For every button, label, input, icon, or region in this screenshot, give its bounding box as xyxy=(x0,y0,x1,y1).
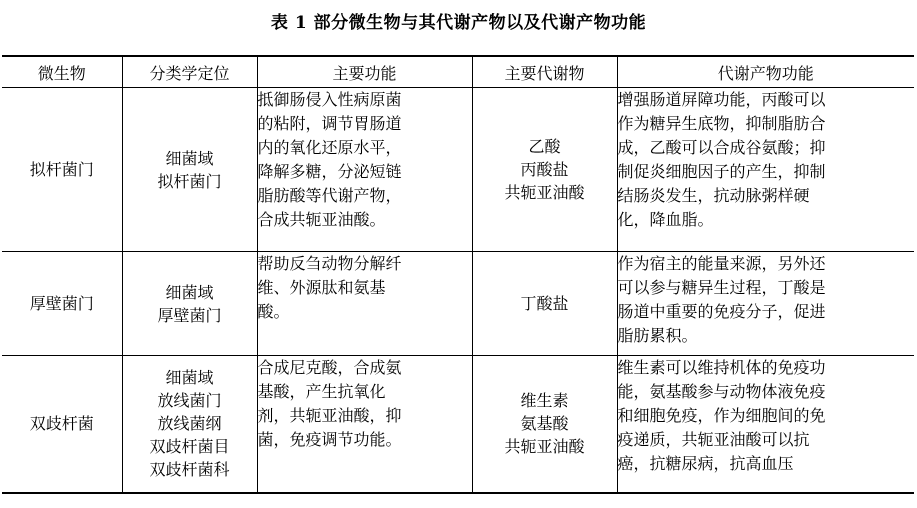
cell-main-function xyxy=(257,88,472,252)
function-line: 菌，免疫调节功能。 xyxy=(257,430,402,449)
function-line: 合成共轭亚油酸。 xyxy=(257,210,386,229)
metabolite-line: 氨基酸 xyxy=(520,414,569,434)
cell-taxonomy xyxy=(122,356,257,493)
metabolite-line: 丙酸盐 xyxy=(520,160,569,179)
function-line: 的粘附，调节胃肠道 xyxy=(257,114,402,133)
table-header-row xyxy=(2,56,914,88)
metabolite-function-line: 维生素可以维持机体的免疫功 xyxy=(617,358,826,377)
cell-main-function xyxy=(257,252,472,356)
header-metabolite-function: 代谢产物功能 xyxy=(617,56,914,88)
metabolite-function-line: 和细胞免疫，作为细胞间的免 xyxy=(617,406,826,425)
metabolite-function-line: 肠道中重要的免疫分子，促进 xyxy=(617,302,826,321)
function-line: 维、外源肽和氨基 xyxy=(257,278,386,297)
metabolite-line: 共轭亚油酸 xyxy=(504,437,585,457)
cell-metabolites xyxy=(472,356,617,493)
taxonomy-line: 拟杆菌门 xyxy=(157,171,222,191)
metabolite-function-line: 化，降血脂。 xyxy=(617,210,714,229)
cell-organism: 拟杆菌门 xyxy=(2,88,122,252)
metabolite-function-line: 结肠炎发生，抗动脉粥样硬 xyxy=(617,186,810,205)
function-line: 合成尼克酸，合成氨 xyxy=(257,358,402,377)
taxonomy-line: 厚壁菌门 xyxy=(157,305,222,325)
taxonomy-line: 放线菌纲 xyxy=(157,414,222,434)
taxonomy-line: 细菌域 xyxy=(165,368,214,388)
function-line: 基酸，产生抗氧化 xyxy=(257,382,386,401)
header-taxonomy: 分类学定位 xyxy=(122,56,257,88)
function-line: 剂，共轭亚油酸，抑 xyxy=(257,406,402,425)
taxonomy-line: 双歧杆菌目 xyxy=(149,437,230,457)
cell-organism: 双歧杆菌 xyxy=(2,356,122,493)
metabolite-function-line: 脂肪累积。 xyxy=(617,326,698,345)
metabolite-function-line: 疫递质，共轭亚油酸可以抗 xyxy=(617,430,810,449)
function-line: 抵御肠侵入性病原菌 xyxy=(257,90,402,109)
cell-taxonomy xyxy=(122,88,257,252)
table-caption: 表 1 部分微生物与其代谢产物以及代谢产物功能 xyxy=(270,13,647,33)
function-line: 内的氧化还原水平， xyxy=(257,138,402,157)
table-row xyxy=(2,356,914,493)
metabolite-function-line: 能，氨基酸参与动物体液免疫 xyxy=(617,382,826,401)
taxonomy-line: 放线菌门 xyxy=(157,391,222,411)
header-main-metabolites: 主要代谢物 xyxy=(472,56,617,88)
function-line: 酸。 xyxy=(257,302,290,321)
cell-metabolite-function xyxy=(617,88,914,252)
cell-metabolites xyxy=(472,88,617,252)
metabolite-function-line: 可以参与糖异生过程，丁酸是 xyxy=(617,278,826,297)
taxonomy-line: 双歧杆菌科 xyxy=(149,460,230,480)
cell-metabolites xyxy=(472,252,617,356)
function-line: 降解多糖，分泌短链 xyxy=(257,162,402,181)
metabolite-function-line: 作为糖异生底物，抑制脂肪合 xyxy=(617,114,826,133)
table-row xyxy=(2,252,914,356)
cell-main-function xyxy=(257,356,472,493)
table-row xyxy=(2,88,914,252)
function-line: 脂肪酸等代谢产物， xyxy=(257,186,402,205)
metabolite-line: 共轭亚油酸 xyxy=(504,183,585,202)
header-main-function: 主要功能 xyxy=(257,56,472,88)
function-line: 帮助反刍动物分解纤 xyxy=(257,254,402,273)
metabolite-function-line: 制促炎细胞因子的产生，抑制 xyxy=(617,162,826,181)
metabolite-function-line: 成，乙酸可以合成谷氨酸；抑 xyxy=(617,138,826,157)
cell-metabolite-function xyxy=(617,356,914,493)
cell-taxonomy xyxy=(122,252,257,356)
metabolite-line: 乙酸 xyxy=(528,137,561,156)
metabolite-function-line: 增强肠道屏障功能，丙酸可以 xyxy=(617,90,826,109)
microbe-metabolite-table xyxy=(2,55,914,494)
metabolite-line: 维生素 xyxy=(520,391,569,411)
metabolite-function-line: 作为宿主的能量来源，另外还 xyxy=(617,254,826,273)
metabolite-function-line: 癌，抗糖尿病，抗高血压 xyxy=(617,454,794,473)
header-organism: 微生物 xyxy=(2,56,122,88)
taxonomy-line: 细菌域 xyxy=(165,148,214,168)
metabolite-line: 丁酸盐 xyxy=(520,294,569,313)
taxonomy-line: 细菌域 xyxy=(165,282,214,302)
cell-organism: 厚壁菌门 xyxy=(2,252,122,356)
cell-metabolite-function xyxy=(617,252,914,356)
